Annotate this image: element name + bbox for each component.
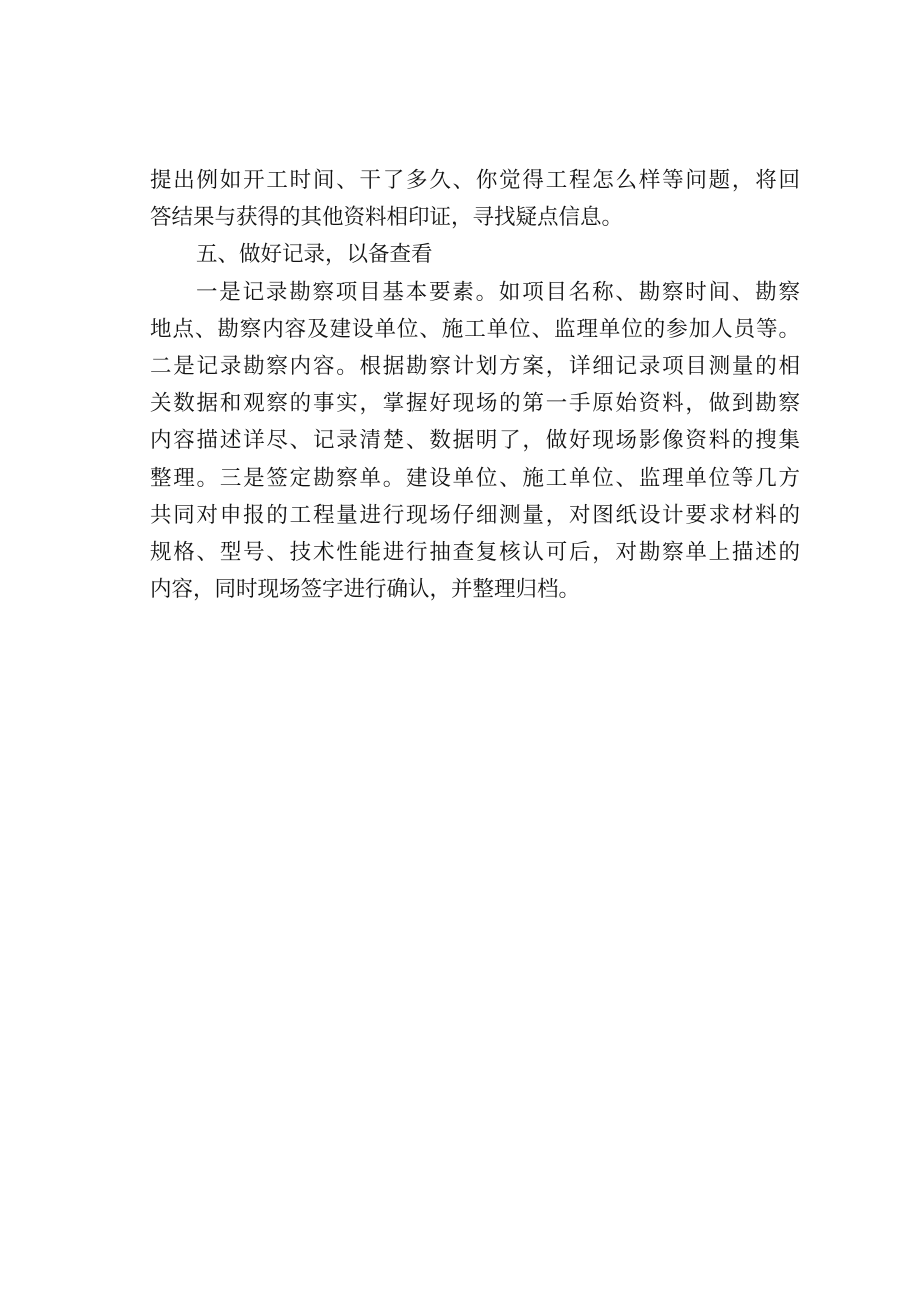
- text-line: 关数据和观察的事实，掌握好现场的第一手原始资料，做到勘察: [150, 391, 800, 417]
- text-line: 一是记录勘察项目基本要素。如项目名称、勘察时间、勘察: [196, 279, 800, 305]
- text-line: 共同对申报的工程量进行现场仔细测量，对图纸设计要求材料的: [150, 502, 800, 528]
- text-line: 地点、勘察内容及建设单位、施工单位、监理单位的参加人员等。: [150, 316, 800, 342]
- text-line: 整理。三是签定勘察单。建设单位、施工单位、监理单位等几方: [150, 465, 800, 491]
- text-line: 内容，同时现场签字进行确认，并整理归档。: [150, 577, 581, 603]
- document-body: [150, 162, 800, 608]
- text-line: 提出例如开工时间、干了多久、你觉得工程怎么样等问题，将回: [150, 168, 800, 193]
- text-line: 二是记录勘察内容。根据勘察计划方案，详细记录项目测量的相: [150, 353, 800, 379]
- text-line: 规格、型号、技术性能进行抽查复核认可后，对勘察单上描述的: [150, 539, 800, 565]
- text-line: 内容描述详尽、记录清楚、数据明了，做好现场影像资料的搜集: [150, 428, 800, 454]
- text-line: 答结果与获得的其他资料相印证，寻找疑点信息。: [150, 205, 624, 231]
- section-heading: 五、做好记录，以备查看: [196, 242, 433, 268]
